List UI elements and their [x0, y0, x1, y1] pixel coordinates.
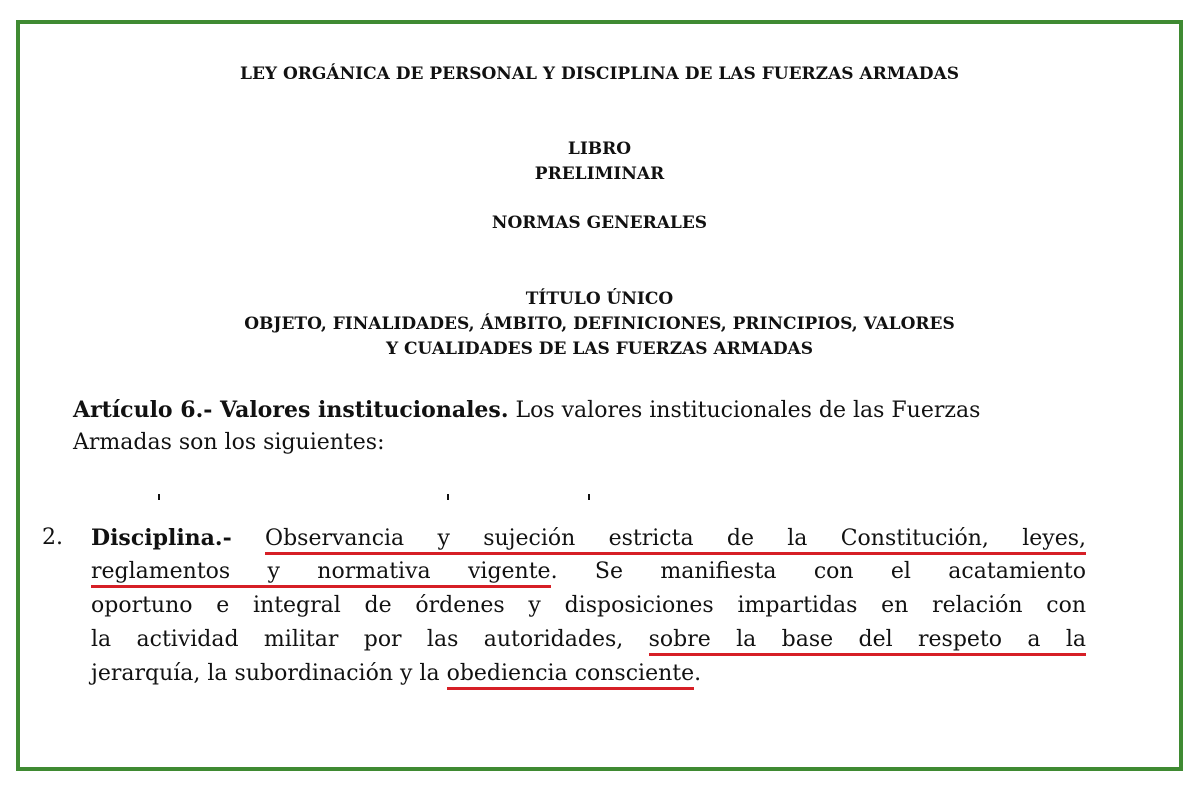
item-line-4: [91, 623, 1086, 657]
item-line-2: [91, 555, 1086, 589]
underlined-phrase: Observancia y sujeción estricta de la Constitución, leyes,: [265, 526, 1086, 555]
scan-mark: [447, 494, 449, 500]
title-heading: TÍTULO ÚNICO: [525, 289, 674, 309]
underlined-phrase: obediencia consciente: [447, 661, 695, 690]
document-frame: [16, 20, 1183, 771]
item-line-1: [91, 521, 1086, 555]
book-heading: LIBRO: [567, 139, 632, 159]
item-text: . Se manifiesta con el acatamiento: [550, 559, 1086, 584]
title-subject-line-2: Y CUALIDADES DE LAS FUERZAS ARMADAS: [385, 339, 814, 359]
list-item-body: [91, 521, 1086, 691]
underlined-phrase: sobre la base del respeto a la: [649, 627, 1086, 656]
title-subject-line-1: OBJETO, FINALIDADES, ÁMBITO, DEFINICIONES, PRINCIPIOS, VALORES: [244, 314, 955, 334]
general-norms-heading: NORMAS GENERALES: [491, 213, 708, 233]
item-line-5: [91, 657, 1086, 691]
law-title: LEY ORGÁNICA DE PERSONAL Y DISCIPLINA DE LAS FUERZAS ARMADAS: [239, 64, 960, 84]
preliminary-heading: PRELIMINAR: [534, 164, 665, 184]
item-text: jerarquía, la subordinación y la: [91, 661, 447, 686]
list-item-number: 2.: [42, 525, 63, 550]
scan-mark: [588, 494, 590, 500]
item-text: la actividad militar por las autoridades,: [91, 627, 649, 652]
article-paragraph: [73, 394, 1083, 459]
underlined-phrase: reglamentos y normativa vigente: [91, 559, 551, 588]
article-title: Artículo 6.- Valores institucionales.: [73, 397, 509, 423]
item-line-3: oportuno e integral de órdenes y disposiciones impartidas en relación con: [91, 593, 1086, 618]
scan-mark: [158, 494, 160, 500]
item-heading: Disciplina.-: [91, 525, 232, 551]
item-text: .: [694, 661, 702, 686]
article-text: Los valores institucionales de las Fuerzas Armadas son los siguientes:: [73, 398, 981, 455]
